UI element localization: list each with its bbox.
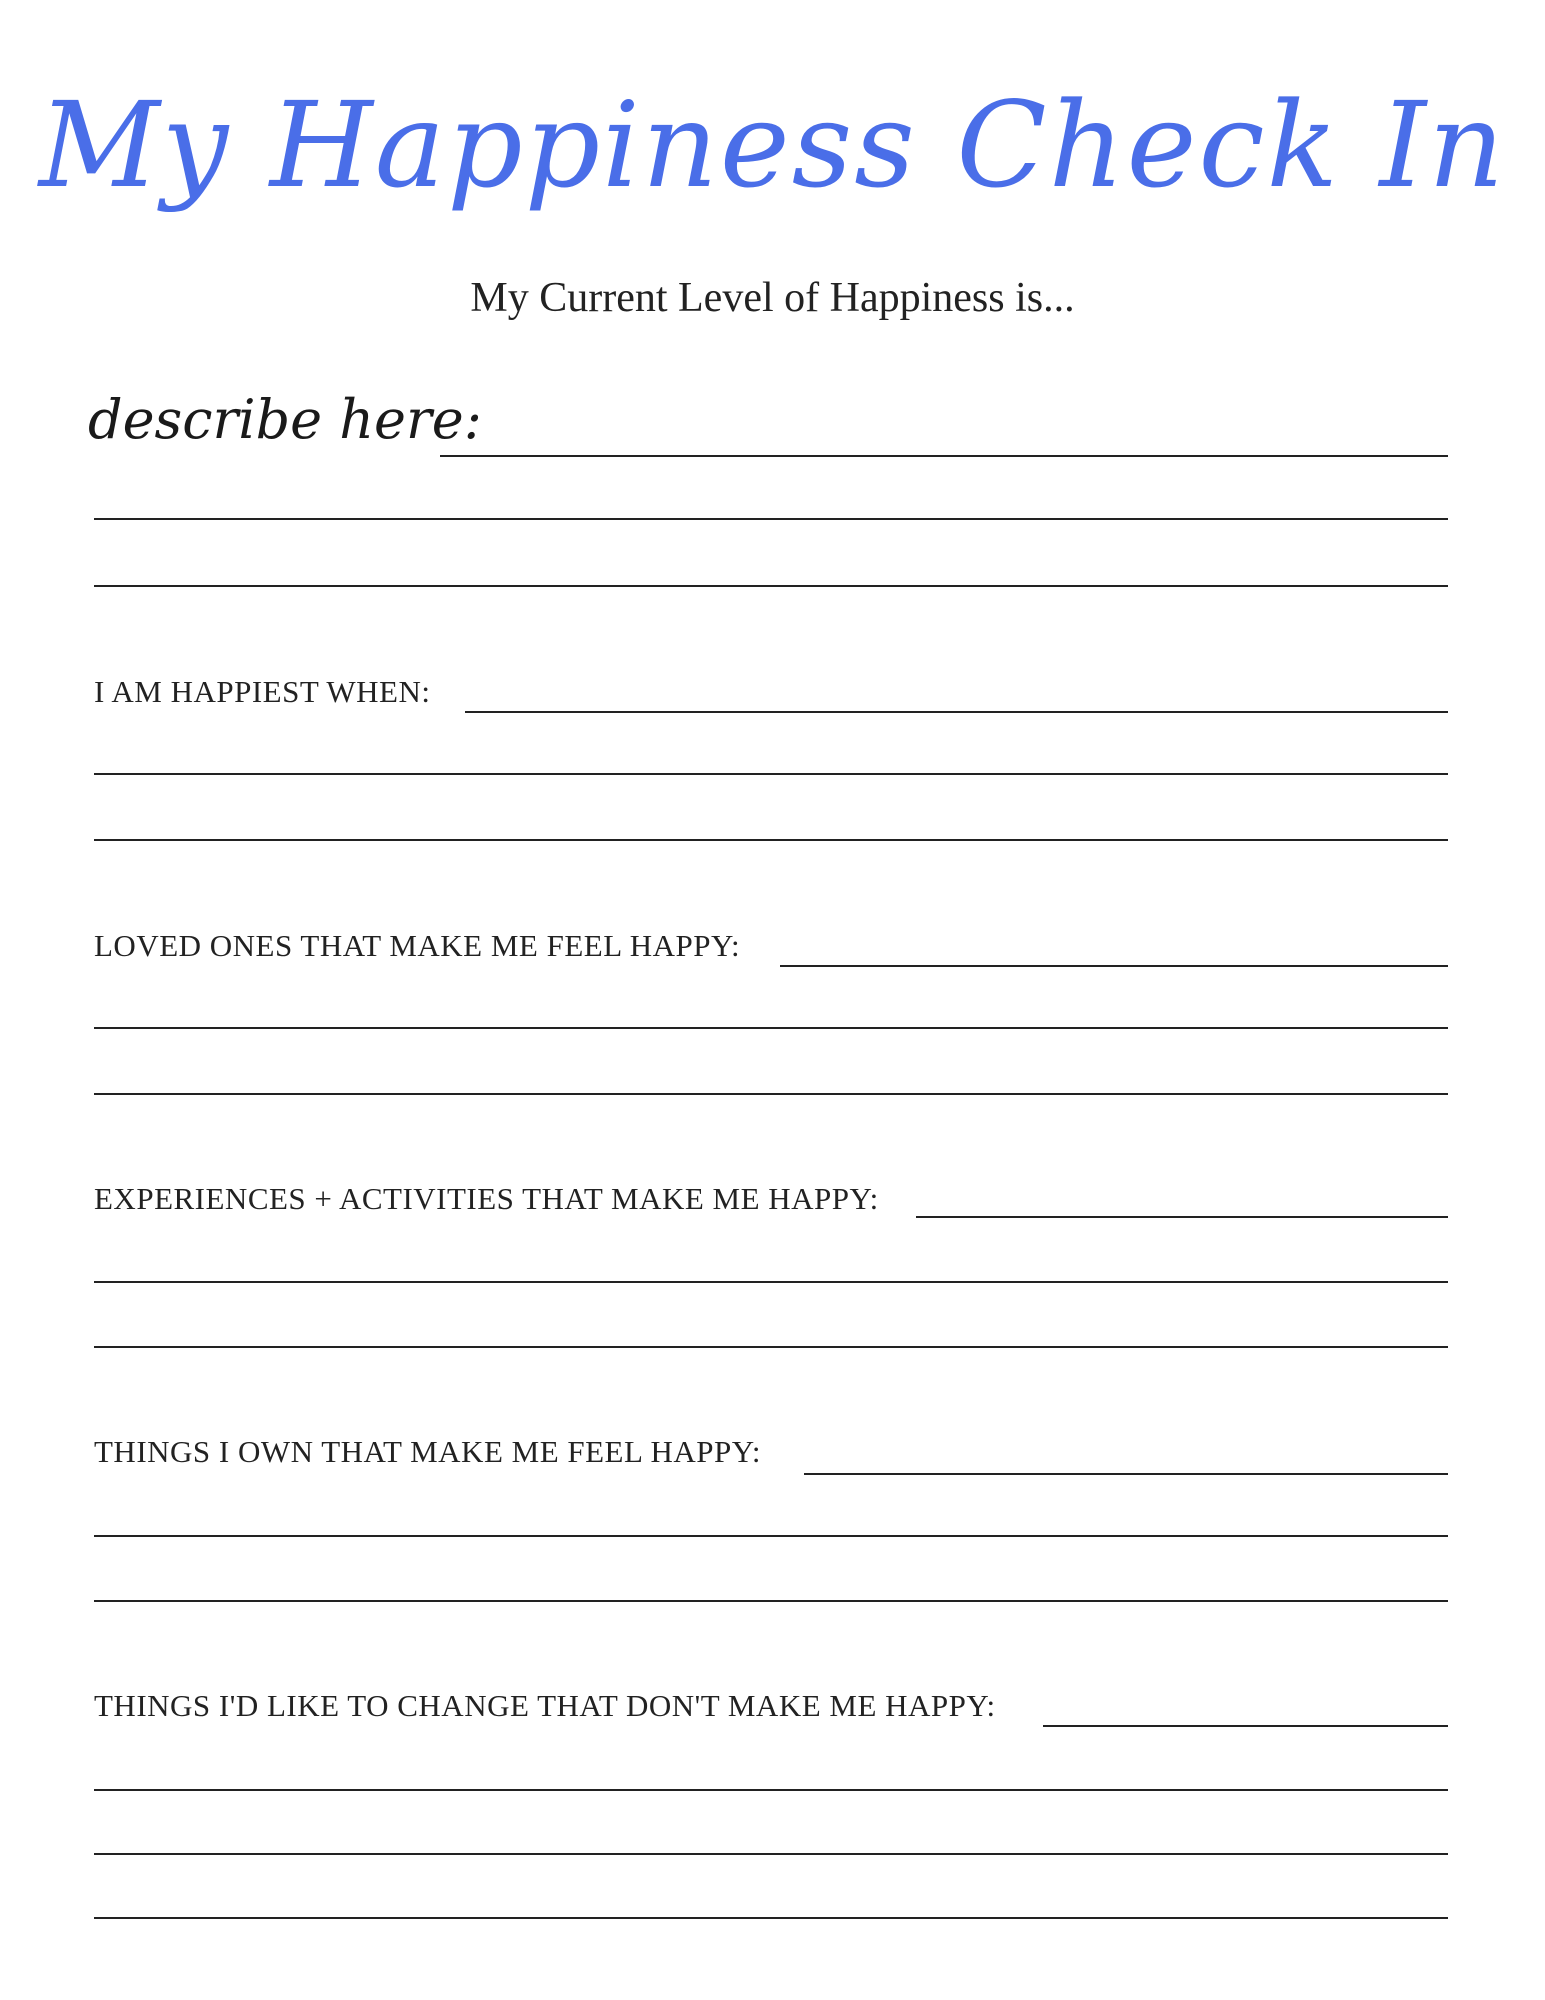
answer-line[interactable] — [94, 1789, 1448, 1791]
answer-line[interactable] — [94, 1535, 1448, 1537]
describe-line-3[interactable] — [94, 585, 1448, 587]
describe-label: describe here: — [88, 388, 482, 451]
section-label-happiest-when: I AM HAPPIEST WHEN: — [94, 674, 431, 709]
answer-line[interactable] — [94, 773, 1448, 775]
answer-line[interactable] — [94, 1853, 1448, 1855]
describe-line-2[interactable] — [94, 518, 1448, 520]
page-title: My Happiness Check In — [38, 76, 1507, 214]
answer-line[interactable] — [780, 965, 1448, 967]
section-label-experiences: EXPERIENCES + ACTIVITIES THAT MAKE ME HAPPY: — [94, 1181, 879, 1216]
section-label-things-to-change: THINGS I'D LIKE TO CHANGE THAT DON'T MAKE ME HAPPY: — [94, 1688, 996, 1723]
section-label-things-i-own: THINGS I OWN THAT MAKE ME FEEL HAPPY: — [94, 1434, 761, 1469]
page-subtitle: My Current Level of Happiness is... — [470, 275, 1075, 321]
answer-line[interactable] — [94, 1281, 1448, 1283]
section-label-loved-ones: LOVED ONES THAT MAKE ME FEEL HAPPY: — [94, 928, 741, 963]
answer-line[interactable] — [94, 1346, 1448, 1348]
answer-line[interactable] — [94, 1917, 1448, 1919]
answer-line[interactable] — [1043, 1725, 1448, 1727]
answer-line[interactable] — [465, 711, 1448, 713]
describe-line-1[interactable] — [440, 455, 1448, 457]
answer-line[interactable] — [94, 1027, 1448, 1029]
answer-line[interactable] — [804, 1473, 1448, 1475]
answer-line[interactable] — [94, 839, 1448, 841]
answer-line[interactable] — [916, 1216, 1448, 1218]
answer-line[interactable] — [94, 1093, 1448, 1095]
answer-line[interactable] — [94, 1600, 1448, 1602]
